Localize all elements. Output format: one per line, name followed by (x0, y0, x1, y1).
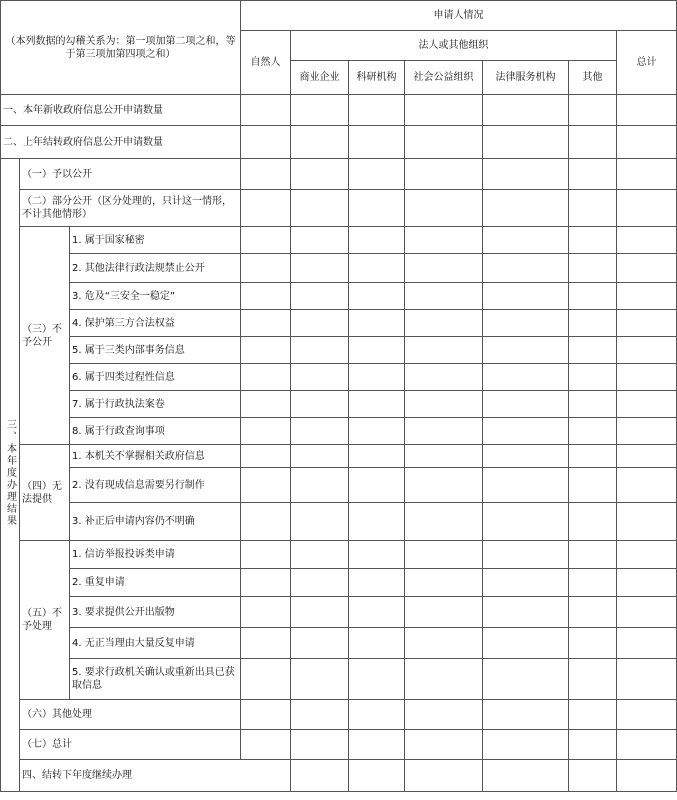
table-cell (291, 337, 349, 364)
table-cell (349, 445, 405, 468)
table-cell (483, 364, 569, 391)
org-header-research: 科研机构 (349, 61, 405, 95)
table-cell (617, 126, 677, 159)
table-cell (241, 159, 291, 190)
table-cell (349, 254, 405, 283)
table-row (1, 159, 677, 190)
group-label-unable-to-provide: （四）无法提供 (20, 445, 70, 541)
table-cell (241, 659, 291, 700)
table-cell (569, 597, 617, 628)
table-cell (569, 95, 617, 126)
group-label-not-processed: （五）不予处理 (20, 541, 70, 700)
table-row (1, 391, 677, 418)
table-cell (569, 159, 617, 190)
table-row (1, 337, 677, 364)
table-cell (405, 468, 483, 503)
table-cell (617, 597, 677, 628)
table-cell (483, 190, 569, 227)
table-cell (617, 283, 677, 310)
table-cell (349, 391, 405, 418)
table-cell (483, 597, 569, 628)
table-cell (405, 760, 483, 792)
table-cell (291, 126, 349, 159)
table-cell (241, 283, 291, 310)
table-cell (569, 503, 617, 541)
table-cell (483, 283, 569, 310)
row-label: 四、结转下年度继续办理 (20, 760, 291, 792)
table-cell (349, 628, 405, 659)
table-cell (405, 700, 483, 730)
table-cell (483, 337, 569, 364)
table-cell (349, 95, 405, 126)
table-cell (569, 310, 617, 337)
table-cell (291, 254, 349, 283)
table-cell (405, 541, 483, 569)
table-cell (405, 159, 483, 190)
table-cell (617, 503, 677, 541)
table-cell (405, 597, 483, 628)
table-cell (405, 445, 483, 468)
table-cell (405, 391, 483, 418)
table-cell (291, 659, 349, 700)
table-cell (241, 337, 291, 364)
org-header-legal-service: 法律服务机构 (483, 61, 569, 95)
table-row (1, 597, 677, 628)
table-cell (405, 337, 483, 364)
table-row (1, 190, 677, 227)
table-cell (405, 364, 483, 391)
table-cell (291, 364, 349, 391)
table-cell (291, 597, 349, 628)
table-row (1, 628, 677, 659)
table-cell (483, 541, 569, 569)
table-cell (349, 597, 405, 628)
table-cell (483, 159, 569, 190)
table-cell (617, 659, 677, 700)
table-cell (405, 254, 483, 283)
table-cell (483, 569, 569, 597)
table-cell (569, 337, 617, 364)
table-cell (405, 310, 483, 337)
table-cell (483, 628, 569, 659)
table-cell (241, 391, 291, 418)
table-cell (291, 445, 349, 468)
table-cell (569, 364, 617, 391)
table-cell (349, 503, 405, 541)
table-cell (349, 310, 405, 337)
table-cell (617, 418, 677, 445)
table-cell (617, 468, 677, 503)
table-cell (349, 364, 405, 391)
row-label: （一）予以公开 (20, 159, 241, 190)
table-cell (569, 391, 617, 418)
table-row (1, 503, 677, 541)
table-cell (483, 700, 569, 730)
table-cell (405, 95, 483, 126)
table-cell (617, 628, 677, 659)
table-cell (617, 364, 677, 391)
table-cell (405, 190, 483, 227)
table-cell (349, 159, 405, 190)
table-cell (405, 569, 483, 597)
table-cell (349, 659, 405, 700)
item-label: 8. 属于行政查询事项 (70, 418, 241, 445)
section3-vertical-text: 三、本年度办理结果 (4, 419, 16, 527)
item-label: 1. 信访举报投诉类申请 (70, 541, 241, 569)
table-row (1, 283, 677, 310)
table-cell (291, 418, 349, 445)
table-cell (349, 190, 405, 227)
table-cell (291, 541, 349, 569)
item-label: 5. 要求行政机关确认或重新出具已获取信息 (70, 659, 241, 700)
table-cell (291, 310, 349, 337)
table-cell (483, 503, 569, 541)
table-cell (405, 659, 483, 700)
table-cell (617, 700, 677, 730)
table-cell (241, 541, 291, 569)
table-row (1, 569, 677, 597)
org-header-other: 其他 (569, 61, 617, 95)
table-cell (349, 126, 405, 159)
table-cell (617, 95, 677, 126)
table-cell (241, 364, 291, 391)
table-cell (405, 628, 483, 659)
legal-org-header: 法人或其他组织 (291, 31, 617, 61)
item-label: 7. 属于行政执法案卷 (70, 391, 241, 418)
table-row (1, 227, 677, 254)
table-cell (241, 254, 291, 283)
table-row (1, 254, 677, 283)
table-cell (617, 569, 677, 597)
table-cell (617, 337, 677, 364)
table-cell (617, 190, 677, 227)
table-cell (569, 730, 617, 760)
table-cell (617, 310, 677, 337)
table-cell (483, 227, 569, 254)
table-cell (569, 569, 617, 597)
table-cell (241, 190, 291, 227)
table-cell (617, 760, 677, 792)
table-cell (241, 569, 291, 597)
table-cell (291, 227, 349, 254)
table-row (1, 730, 677, 760)
org-header-business: 商业企业 (291, 61, 349, 95)
table-cell (483, 310, 569, 337)
table-cell (569, 659, 617, 700)
total-header: 总计 (617, 31, 677, 95)
table-cell (241, 126, 291, 159)
table-cell (241, 95, 291, 126)
item-label: 2. 没有现成信息需要另行制作 (70, 468, 241, 503)
table-cell (569, 254, 617, 283)
table-cell (569, 283, 617, 310)
table-cell (349, 418, 405, 445)
table-cell (349, 337, 405, 364)
table-cell (241, 418, 291, 445)
table-cell (405, 227, 483, 254)
item-label: 5. 属于三类内部事务信息 (70, 337, 241, 364)
row-label: 一、本年新收政府信息公开申请数量 (1, 95, 241, 126)
group-label-not-disclosed: （三）不予公开 (20, 227, 70, 445)
table-cell (241, 597, 291, 628)
table-cell (483, 659, 569, 700)
item-label: 2. 重复申请 (70, 569, 241, 597)
table-cell (483, 468, 569, 503)
table-cell (291, 391, 349, 418)
table-cell (483, 760, 569, 792)
table-cell (617, 254, 677, 283)
table-cell (241, 730, 291, 760)
table-cell (569, 541, 617, 569)
row-label: 二、上年结转政府信息公开申请数量 (1, 126, 241, 159)
table-cell (291, 159, 349, 190)
table-row (1, 760, 677, 792)
table-cell (291, 700, 349, 730)
table-cell (617, 730, 677, 760)
table-cell (569, 227, 617, 254)
table-cell (349, 541, 405, 569)
table-cell (569, 445, 617, 468)
table-cell (405, 283, 483, 310)
table-row (1, 700, 677, 730)
item-label: 1. 本机关不掌握相关政府信息 (70, 445, 241, 468)
row-label: （七）总计 (20, 730, 241, 760)
row-label: （六）其他处理 (20, 700, 241, 730)
table-cell (569, 700, 617, 730)
item-label: 2. 其他法律行政法规禁止公开 (70, 254, 241, 283)
table-cell (291, 503, 349, 541)
table-cell (483, 730, 569, 760)
table-cell (617, 227, 677, 254)
table-row (1, 541, 677, 569)
table-cell (349, 730, 405, 760)
table-cell (405, 418, 483, 445)
table-cell (291, 283, 349, 310)
item-label: 3. 危及“三安全一稳定” (70, 283, 241, 310)
table-cell (483, 418, 569, 445)
table-cell (617, 445, 677, 468)
table-cell (241, 310, 291, 337)
applicant-situation-header: 申请人情况 (241, 1, 677, 31)
table-cell (569, 760, 617, 792)
table-row (1, 95, 677, 126)
table-cell (241, 468, 291, 503)
table-cell (241, 628, 291, 659)
table-cell (617, 541, 677, 569)
table-cell (349, 760, 405, 792)
table-cell (291, 95, 349, 126)
formula-note-cell (1, 1, 241, 95)
item-label: 3. 要求提供公开出版物 (70, 597, 241, 628)
table-cell (617, 391, 677, 418)
section3-label (1, 159, 20, 792)
table-cell (405, 503, 483, 541)
table-cell (291, 190, 349, 227)
table-cell (241, 503, 291, 541)
table-cell (483, 126, 569, 159)
item-label: 3. 补正后申请内容仍不明确 (70, 503, 241, 541)
table-cell (291, 730, 349, 760)
table-cell (483, 391, 569, 418)
table-cell (569, 190, 617, 227)
table-cell (569, 628, 617, 659)
natural-person-header: 自然人 (241, 31, 291, 95)
table-cell (241, 700, 291, 730)
table-cell (405, 730, 483, 760)
item-label: 1. 属于国家秘密 (70, 227, 241, 254)
table-cell (291, 468, 349, 503)
table-cell (405, 126, 483, 159)
table-cell (291, 569, 349, 597)
item-label: 6. 属于四类过程性信息 (70, 364, 241, 391)
formula-note: （本列数据的勾稽关系为：第一项加第二项之和，等于第三项加第四项之和） (5, 35, 236, 60)
table-row (1, 364, 677, 391)
table-cell (241, 445, 291, 468)
table-cell (241, 227, 291, 254)
table-row (1, 468, 677, 503)
item-label: 4. 无正当理由大量反复申请 (70, 628, 241, 659)
table-cell (617, 159, 677, 190)
table-cell (291, 760, 349, 792)
row-label: （二）部分公开（区分处理的，只计这一情形，不计其他情形） (20, 190, 241, 227)
table-cell (349, 227, 405, 254)
table-cell (349, 700, 405, 730)
table-cell (349, 569, 405, 597)
table-cell (483, 95, 569, 126)
org-header-public-welfare: 社会公益组织 (405, 61, 483, 95)
table-cell (483, 445, 569, 468)
table-cell (349, 468, 405, 503)
table-cell (569, 468, 617, 503)
table-cell (569, 126, 617, 159)
table-row (1, 310, 677, 337)
table-row (1, 418, 677, 445)
table-cell (349, 283, 405, 310)
table-row (1, 445, 677, 468)
table-cell (569, 418, 617, 445)
item-label: 4. 保护第三方合法权益 (70, 310, 241, 337)
table-row (1, 126, 677, 159)
table-cell (483, 254, 569, 283)
table-cell (291, 628, 349, 659)
table-row (1, 659, 677, 700)
